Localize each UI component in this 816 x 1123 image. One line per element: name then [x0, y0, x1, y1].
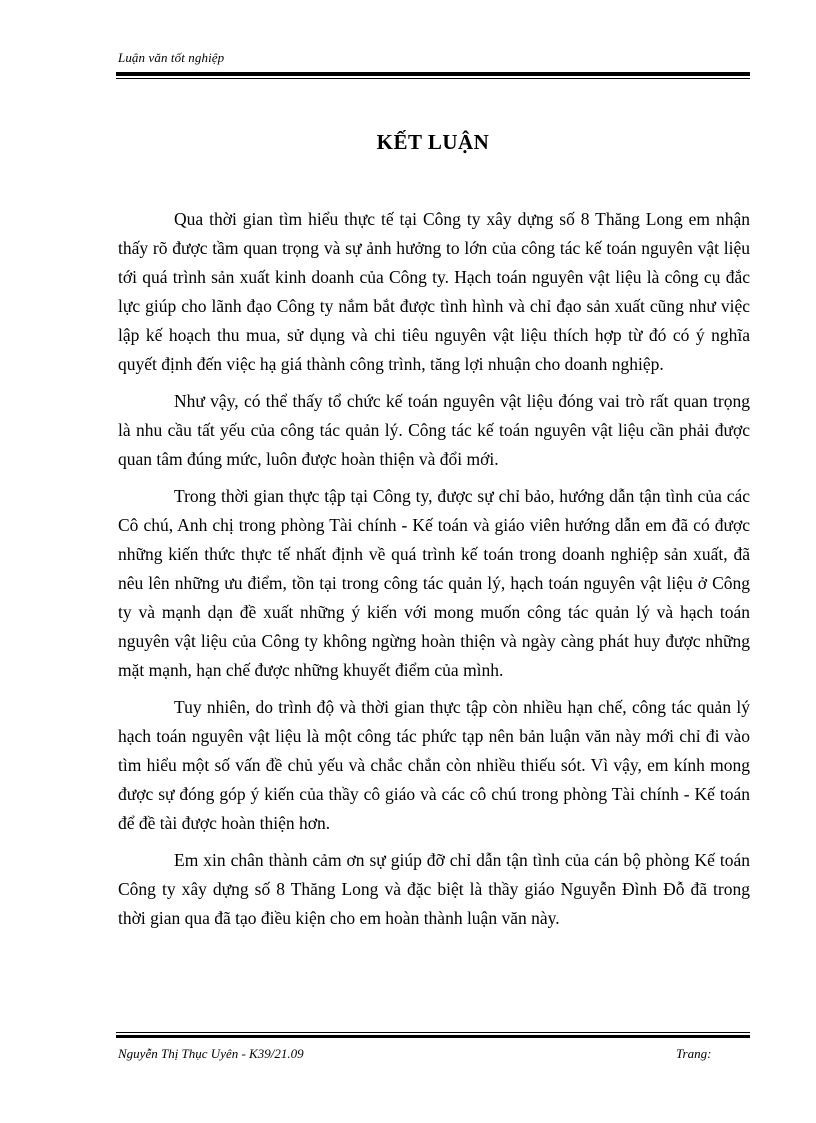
header-rule-thin	[116, 78, 750, 79]
running-header: Luận văn tốt nghiệp	[118, 50, 225, 65]
paragraph-2: Như vậy, có thể thấy tổ chức kế toán nguyên vật liệu đóng vai trò rất quan trọng là nhu cầu tất yếu của công tác quản lý. Công tác kế toán nguyên vật liệu cần phải được quan tâm đúng mức, luôn được hoàn thiện và đổi mới.	[118, 391, 750, 469]
paragraph-5: Em xin chân thành cảm ơn sự giúp đỡ chỉ dẫn tận tình của cán bộ phòng Kế toán Công ty xây dựng số 8 Thăng Long và đặc biệt là thầy giáo Nguyễn Đình Đỗ đã trong thời gian qua đã tạo điều kiện cho em hoàn thành luận văn này.	[118, 850, 750, 928]
footer-rule	[116, 1032, 750, 1039]
paragraph-4: Tuy nhiên, do trình độ và thời gian thực tập còn nhiều hạn chế, công tác quản lý hạch toán nguyên vật liệu là một công tác phức tạp nên bản luận văn này mới chỉ đi vào tìm hiểu một số vấn đề chủ yếu và chắc chắn còn nhiều thiếu sót. Vì vậy, em kính mong được sự đóng góp ý kiến của thầy cô giáo và các cô chú trong phòng Tài chính - Kế toán để đề tài được hoàn thiện hơn.	[118, 697, 750, 833]
footer-rule-thin	[116, 1032, 750, 1033]
footer-author: Nguyễn Thị Thục Uyên - K39/21.09	[118, 1046, 304, 1061]
paragraph-1: Qua thời gian tìm hiểu thực tế tại Công ty xây dựng số 8 Thăng Long em nhận thấy rõ được tầm quan trọng và sự ảnh hưởng to lớn của công tác kế toán nguyên vật liệu tới quá trình sản xuất kinh doanh của Công ty. Hạch toán nguyên vật liệu là công cụ đắc lực giúp cho lãnh đạo Công ty nắm bắt được tình hình và chỉ đạo sản xuất cũng như việc lập kế hoạch thu mua, sử dụng và chi tiêu nguyên vật liệu thích hợp từ đó có ý nghĩa quyết định đến việc hạ giá thành công trình, tăng lợi nhuận cho doanh nghiệp.	[118, 209, 750, 374]
body-text	[118, 205, 750, 941]
header-rule	[116, 72, 750, 79]
footer-page-label: Trang:	[676, 1046, 712, 1061]
page-title: KẾT LUẬN	[376, 130, 490, 154]
header-rule-thick	[116, 72, 750, 76]
paragraph-3: Trong thời gian thực tập tại Công ty, được sự chỉ bảo, hướng dẫn tận tình của các Cô chú, Anh chị trong phòng Tài chính - Kế toán và giáo viên hướng dẫn em đã có được những kiến thức thực tế nhất định về quá trình kế toán trong doanh nghiệp sản xuất, đã nêu lên những ưu điểm, tồn tại trong công tác quản lý, hạch toán nguyên vật liệu ở Công ty và mạnh dạn đề xuất những ý kiến với mong muốn công tác quản lý và hạch toán nguyên vật liệu của Công ty không ngừng hoàn thiện và ngày càng phát huy được những mặt mạnh, hạn chế được những khuyết điểm của mình.	[118, 486, 750, 680]
footer-rule-thick	[116, 1035, 750, 1038]
